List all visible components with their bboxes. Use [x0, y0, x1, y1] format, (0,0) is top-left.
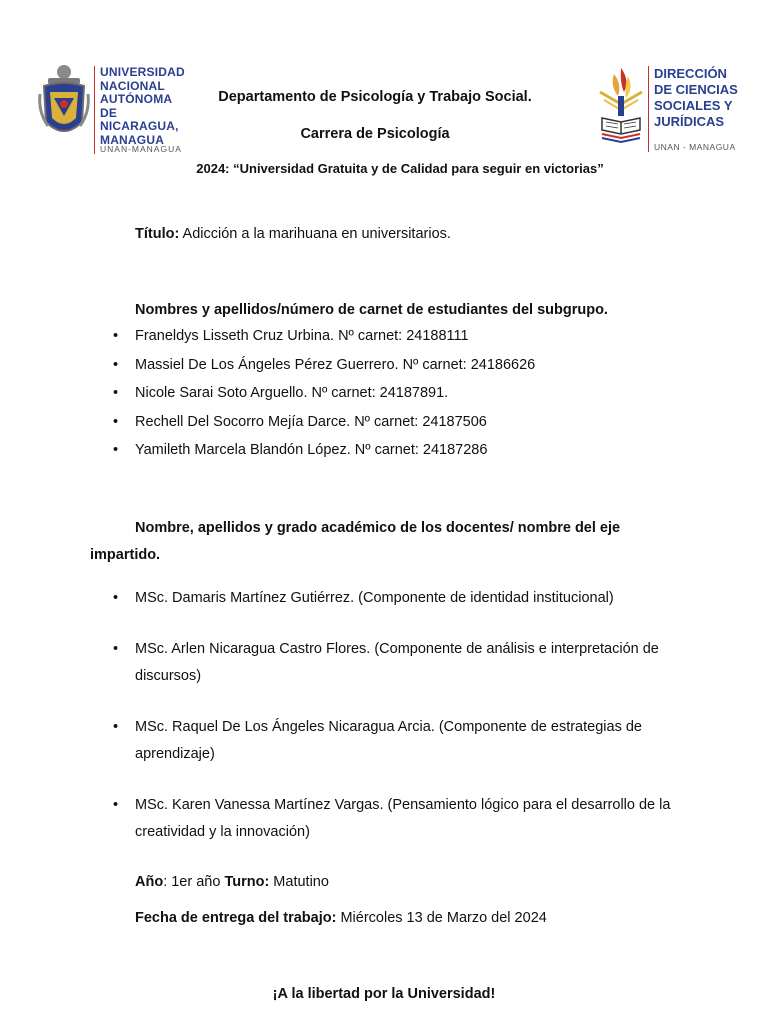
bullet: • [113, 356, 119, 373]
dcsj-logo-line: JURÍDICAS [654, 114, 725, 129]
delivery-date-row [135, 908, 547, 928]
student-entry: Rechell Del Socorro Mejía Darce. Nº carnet: 24187506 [135, 413, 487, 430]
dcsj-logo-divider [648, 66, 649, 152]
student-entry: Franeldys Lisseth Cruz Urbina. Nº carnet: 24188111 [135, 328, 469, 344]
unan-logo-subtitle: UNAN-MANAGUA [100, 144, 182, 154]
unan-crest-icon [38, 64, 90, 142]
student-entry: Yamileth Marcela Blandón López. Nº carnet: 24187286 [135, 442, 488, 458]
department-heading: Departamento de Psicología y Trabajo Social. [218, 89, 532, 105]
students-heading: Nombres y apellidos/número de carnet de estudiantes del subgrupo. [135, 302, 608, 318]
title-row [135, 224, 451, 244]
list-item [113, 440, 535, 469]
dcsj-logo-line: DIRECCIÓN [654, 66, 727, 81]
dcsj-logo [596, 64, 746, 156]
bullet: • [113, 328, 119, 344]
teachers-heading [90, 515, 690, 569]
dcsj-logo-name [654, 66, 738, 130]
date-value: Miércoles 13 de Marzo del 2024 [336, 910, 547, 926]
teachers-heading-line: Nombre, apellidos y grado académico de los docentes/ nombre del eje [135, 520, 621, 536]
list-item [113, 714, 675, 768]
teachers-list [113, 585, 675, 870]
teacher-entry: MSc. Raquel De Los Ángeles Nicaragua Arcia. (Componente de estrategias de aprendizaje) [135, 719, 642, 762]
unan-logo-line: AUTÓNOMA DE [100, 92, 172, 120]
dcsj-logo-line: SOCIALES Y [654, 98, 733, 113]
list-item [113, 636, 675, 690]
dcsj-logo-subtitle: UNAN - MANAGUA [654, 142, 736, 152]
bullet: • [113, 442, 119, 458]
closing-slogan: ¡A la libertad por la Universidad! [272, 986, 496, 1002]
shift-label: Turno: [224, 874, 270, 890]
unan-logo-line: MANAGUA [100, 132, 165, 147]
year-shift-row [135, 872, 329, 892]
title-label: Título: [135, 226, 180, 242]
teachers-heading-line: impartido. [90, 547, 161, 563]
date-label: Fecha de entrega del trabajo: [135, 910, 337, 926]
list-item [113, 326, 535, 355]
title-value: Adicción a la marihuana en universitarios. [182, 226, 451, 242]
list-item [113, 355, 536, 384]
list-item [113, 792, 675, 846]
unan-logo-line: NACIONAL [100, 78, 165, 93]
students-list [113, 326, 536, 469]
student-entry: Nicole Sarai Soto Arguello. Nº carnet: 24187891. [135, 385, 449, 401]
bullet: • [113, 641, 119, 657]
unan-logo-line: NICARAGUA, [100, 119, 179, 133]
student-entry: Massiel De Los Ángeles Pérez Guerrero. Nº carnet: 24186626 [135, 356, 536, 373]
career-heading: Carrera de Psicología [300, 126, 450, 142]
teacher-entry: MSc. Karen Vanessa Martínez Vargas. (Pensamiento lógico para el desarrollo de la creatividad y la innovación) [135, 797, 671, 840]
bullet: • [113, 413, 119, 430]
dcsj-logo-line: DE CIENCIAS [654, 82, 738, 97]
torch-book-icon [596, 66, 646, 150]
teacher-entry: MSc. Arlen Nicaragua Castro Flores. (Componente de análisis e interpretación de discursos) [135, 641, 659, 684]
bullet: • [113, 590, 119, 606]
motto: 2024: “Universidad Gratuita y de Calidad para seguir en victorias” [196, 161, 604, 176]
unan-logo-line: UNIVERSIDAD [100, 65, 185, 79]
list-item [113, 585, 675, 612]
bullet: • [113, 719, 119, 735]
teacher-entry: MSc. Damaris Martínez Gutiérrez. (Componente de identidad institucional) [135, 590, 614, 606]
year-value: : 1er año [163, 874, 225, 890]
shift-value: Matutino [269, 874, 329, 890]
year-label: Año [135, 874, 164, 890]
unan-logo-name [100, 66, 188, 147]
list-item [113, 412, 535, 441]
bullet: • [113, 385, 119, 401]
bullet: • [113, 797, 119, 813]
unan-logo [38, 64, 188, 156]
list-item [113, 383, 535, 412]
unan-logo-divider [94, 66, 95, 154]
